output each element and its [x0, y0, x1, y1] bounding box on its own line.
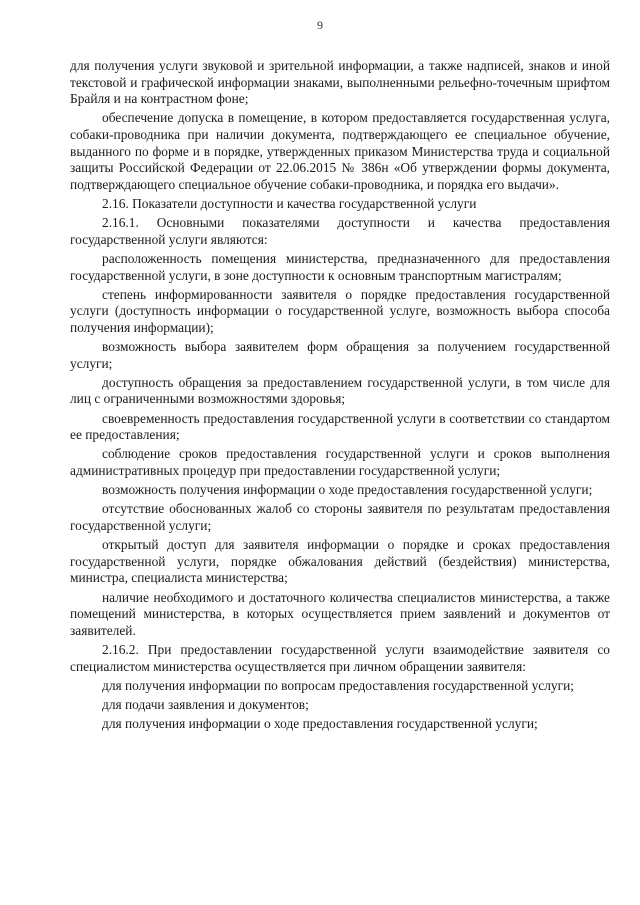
page-number: 9 — [317, 18, 323, 32]
list-item: расположенность помещения министерства, предназначенного для предоставления государственной услуги, в зоне доступности к основным транспортным магистралям; — [70, 250, 610, 283]
section-heading: 2.16. Показатели доступности и качества государственной услуги — [102, 195, 477, 211]
list-item: степень информированности заявителя о порядке предоставления государственной услуги (доступность информации о государственной услуге, возможность выбора способа получения информации); — [70, 286, 610, 335]
list-item: возможность получения информации о ходе предоставления государственной услуги; — [102, 482, 593, 498]
list-item: своевременность предоставления государственной услуги в соответствии со стандартом ее предоставления; — [70, 410, 610, 443]
list-item: для получения информации по вопросам предоставления государственной услуги; — [102, 677, 575, 693]
list-item: для подачи заявления и документов; — [102, 696, 309, 712]
list-item: для получения информации о ходе предоставления государственной услуги; — [102, 716, 538, 732]
document-body — [70, 58, 610, 733]
list-item: отсутствие обоснованных жалоб со стороны заявителя по результатам предоставления государственной услуги; — [70, 501, 610, 533]
paragraph: 2.16.2. При предоставлении государственной услуги взаимодействие заявителя со специалистом министерства осуществляется при личном обращении заявителя: — [70, 641, 610, 674]
paragraph: 2.16.1. Основными показателями доступности и качества предоставления государственной услуги являются: — [70, 215, 610, 247]
list-item: доступность обращения за предоставлением государственной услуги, в том числе для лиц с ограниченными возможностями здоровья; — [70, 374, 610, 407]
list-item: открытый доступ для заявителя информации о порядке и сроках предоставления государственной услуги, порядке обжалования действий (бездействия) министерства, министра, специалиста министерства; — [70, 537, 610, 586]
paragraph: для получения услуги звуковой и зрительной информации, а также надписей, знаков и иной текстовой и графической информации знаками, выполненными рельефно-точечным шрифтом Брайля и на контрастном фоне; — [70, 58, 610, 107]
paragraph: обеспечение допуска в помещение, в котором предоставляется государственная услуга, собаки-проводника при наличии документа, подтверждающего ее специальное обучение, выданного по форме и в порядке, утвержденных приказом Министерства труда и социальной защиты Российской Федерации от 22.06.2015 № 386н «Об утверждении формы документа, подтверждающего специальное обучение собаки-проводника, и порядка его выдачи». — [70, 110, 610, 192]
list-item: возможность выбора заявителем форм обращения за получением государственной услуги; — [70, 339, 610, 371]
list-item: наличие необходимого и достаточного количества специалистов министерства, а также помещений министерства, в которых осуществляется прием заявлений и документов от заявителей. — [70, 589, 610, 638]
list-item: соблюдение сроков предоставления государственной услуги и сроков выполнения административных процедур при предоставлении государственной услуги; — [70, 446, 610, 478]
